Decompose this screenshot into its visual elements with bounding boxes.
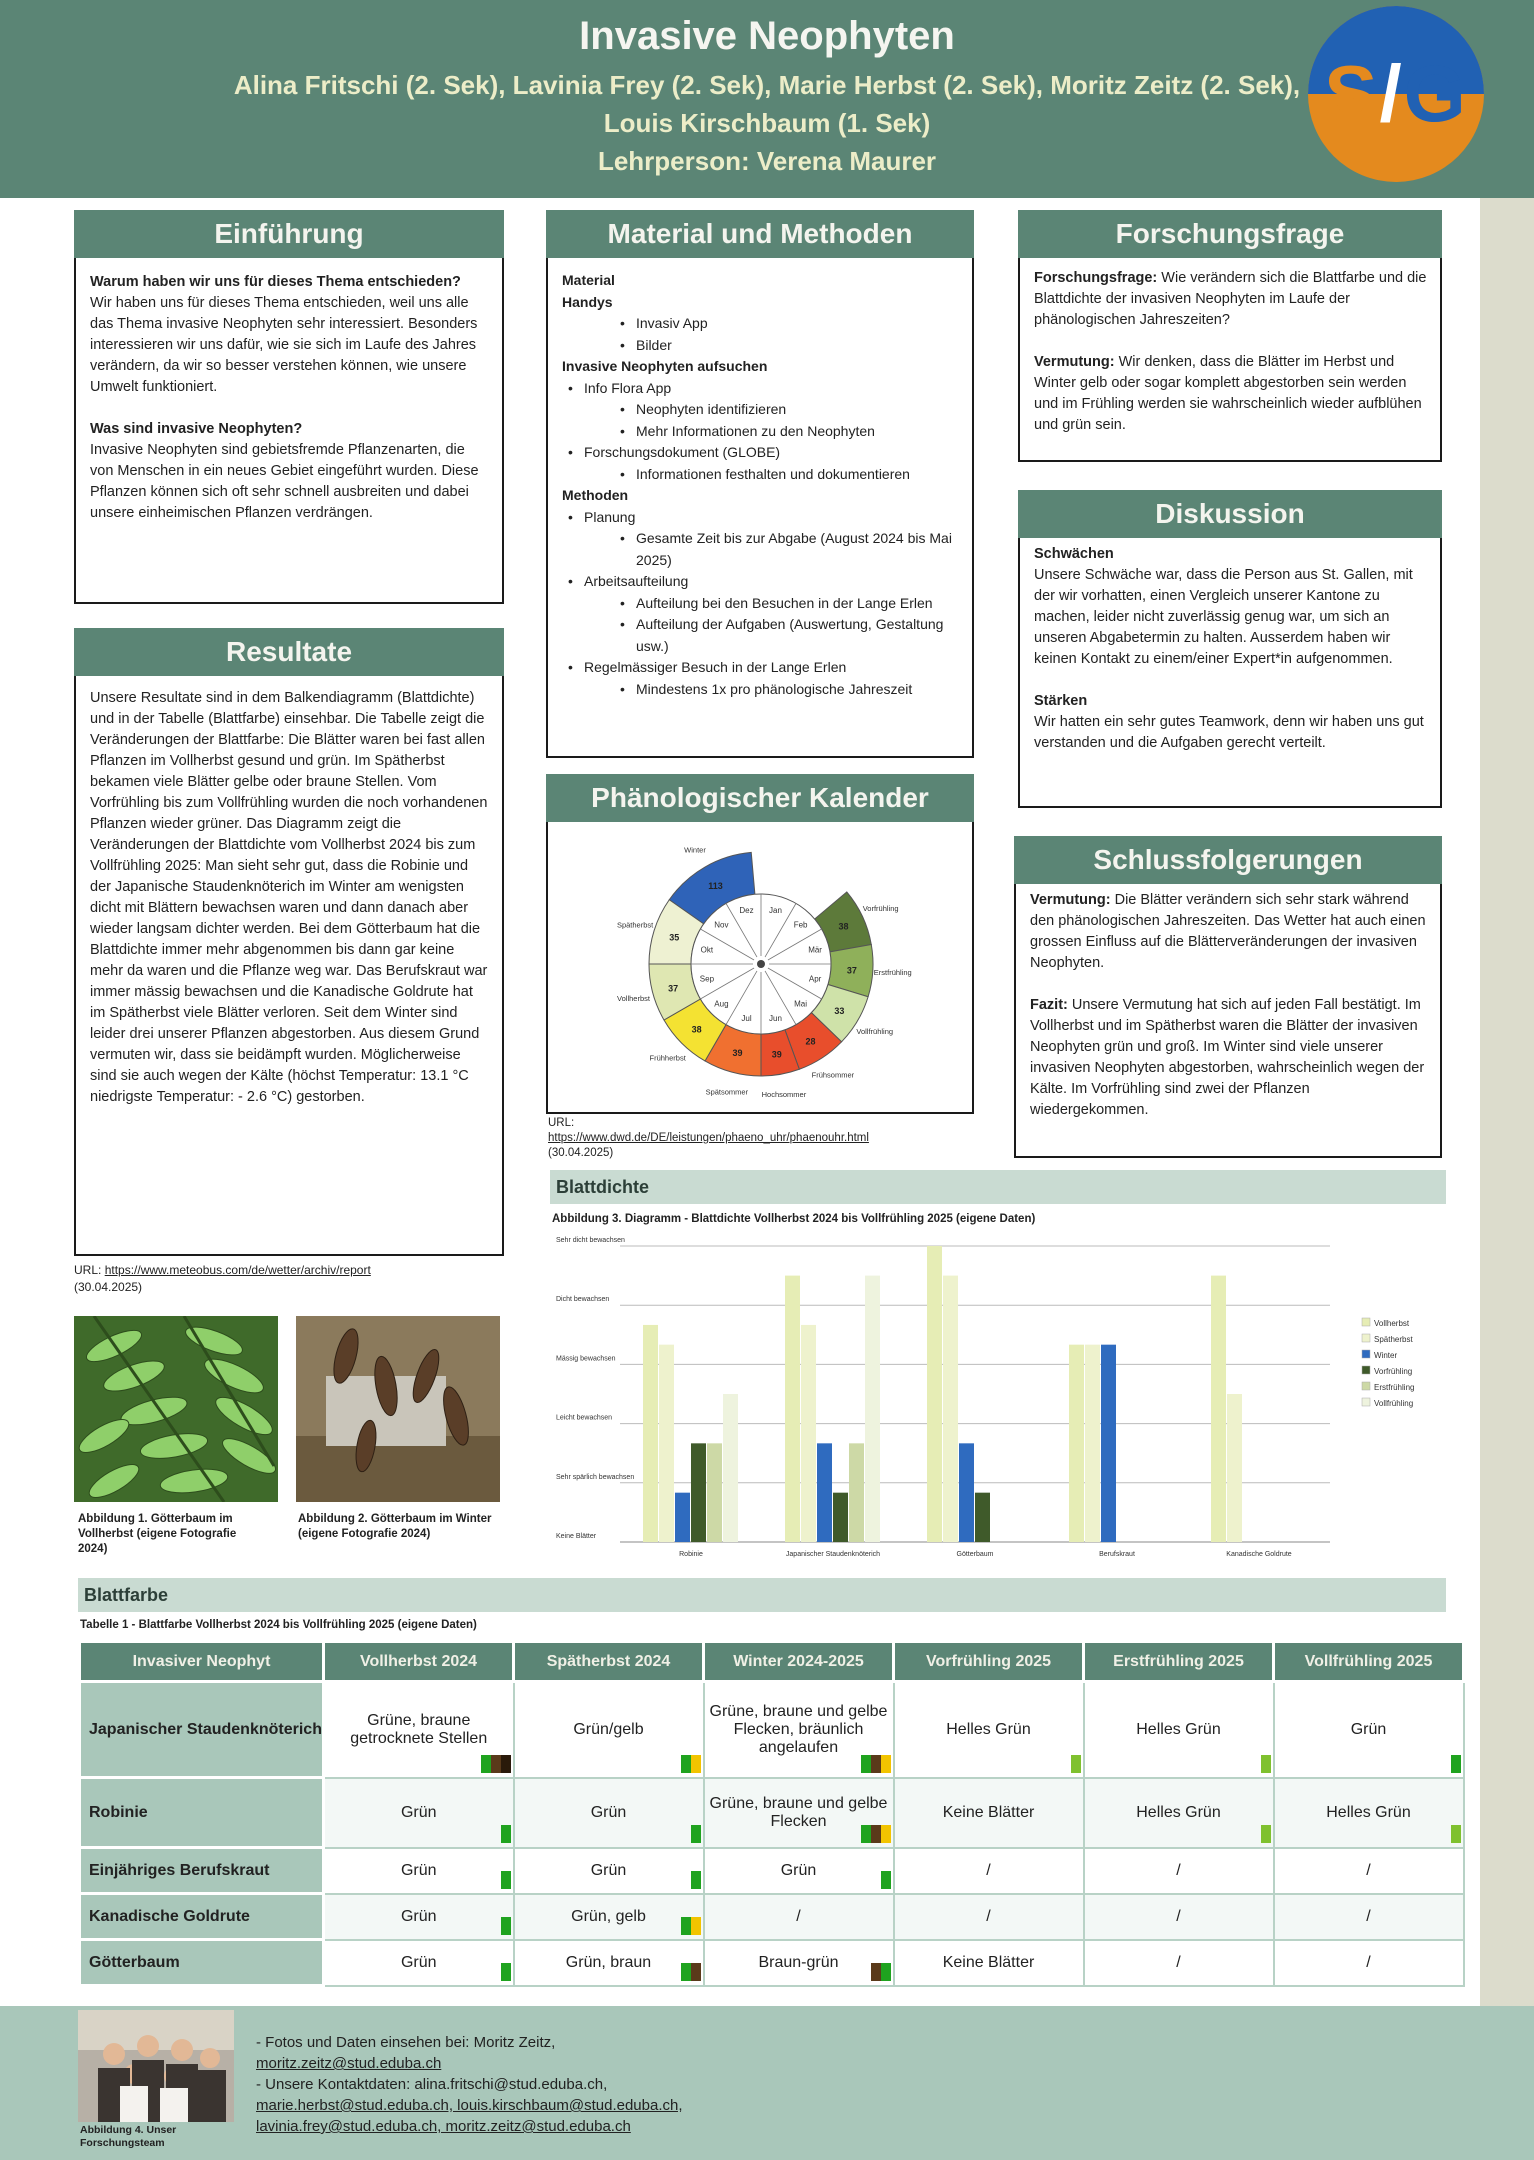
schwaechen-heading: Schwächen — [1034, 546, 1114, 562]
phenological-clock — [558, 828, 964, 1110]
table-header-cell: Erstfrühling 2025 — [1084, 1642, 1274, 1682]
chart-bar — [785, 1276, 800, 1542]
table-cell-text: / — [986, 1861, 991, 1879]
table-cell — [514, 1940, 704, 1986]
table-cell — [894, 1940, 1084, 1986]
table-cell — [894, 1848, 1084, 1894]
color-swatch-group — [681, 1917, 701, 1935]
color-swatch — [691, 1825, 701, 1843]
methoden-item: • Aufteilung der Aufgaben (Auswertung, Gestaltung usw.) — [562, 614, 960, 657]
einfuehrung-question-1: Warum haben wir uns für dieses Thema entschieden? — [90, 274, 461, 290]
table-cell — [324, 1940, 514, 1986]
material-handys: Handys — [562, 293, 613, 310]
poster-header — [0, 0, 1534, 198]
leaf-photo-illustration — [74, 1316, 278, 1502]
table-row — [80, 1848, 1464, 1894]
authors-line-1: Alina Fritschi (2. Sek), Lavinia Frey (2. Sek), Marie Herbst (2. Sek), Moritz Zeitz (2. Sek), — [233, 70, 1301, 100]
chart-legend-swatch — [1362, 1366, 1370, 1374]
month-label: Dez — [739, 905, 754, 915]
staerken-heading: Stärken — [1034, 693, 1088, 709]
resultate-url-date: (30.04.2025) — [74, 1280, 143, 1294]
blattdichte-chart — [550, 1232, 1450, 1572]
chart-bar — [865, 1276, 880, 1542]
blattdichte-band: Blattdichte — [550, 1170, 1446, 1204]
season-name-label: Spätherbst — [616, 920, 654, 930]
color-swatch-group — [1261, 1755, 1271, 1773]
table-cell-text: Grün — [590, 1803, 627, 1821]
diskussion-title: Diskussion — [1018, 490, 1442, 538]
month-label: Nov — [714, 920, 729, 930]
team-photo-caption: Abbildung 4. Unser Forschungsteam — [80, 2124, 177, 2149]
methoden-heading: Methoden — [562, 487, 629, 503]
season-days-label: 37 — [846, 965, 857, 976]
table-cell — [324, 1848, 514, 1894]
table-cell-text: Grüne, braune und gelbe Flecken — [709, 1794, 888, 1830]
table-cell-text: / — [1366, 1907, 1371, 1925]
schluss-body — [1030, 890, 1428, 1121]
table-cell-text: Grüne, braune getrocknete Stellen — [350, 1711, 488, 1747]
methoden-item: • Aufteilung bei den Besuchen in der Lange Erlen — [562, 593, 960, 615]
month-label: Jun — [769, 1014, 782, 1024]
color-swatch-group — [861, 1755, 891, 1773]
color-swatch — [501, 1755, 511, 1773]
color-swatch-group — [501, 1871, 511, 1889]
table-header-cell: Spätherbst 2024 — [514, 1642, 704, 1682]
season-days-label: 38 — [691, 1024, 702, 1035]
color-swatch-group — [681, 1755, 701, 1773]
table-cell — [1274, 1940, 1464, 1986]
chart-legend-swatch — [1362, 1382, 1370, 1390]
blattfarbe-header-row — [80, 1642, 1464, 1682]
fazit-label: Fazit: — [1030, 997, 1068, 1013]
blattfarbe-table — [78, 1640, 1465, 1987]
table-row — [80, 1940, 1464, 1986]
table-cell-text: Grün, braun — [565, 1953, 652, 1971]
season-days-label: 39 — [771, 1049, 782, 1060]
chart-bar — [817, 1443, 832, 1542]
color-swatch-group — [1451, 1755, 1461, 1773]
chart-legend-swatch — [1362, 1334, 1370, 1342]
einfuehrung-title: Einführung — [74, 210, 504, 258]
chart-y-level-label: Sehr dicht bewachsen — [556, 1237, 625, 1244]
section-einfuehrung — [74, 210, 504, 604]
logo-letter-s: S — [1324, 49, 1380, 138]
table-header-cell: Vollfrühling 2025 — [1274, 1642, 1464, 1682]
chart-legend-label: Vollfrühling — [1374, 1399, 1414, 1408]
table-cell-text: Grün — [1350, 1720, 1387, 1738]
footer-line-3: - Unsere Kontaktdaten: alina.fritschi@stud.eduba.ch, — [256, 2076, 608, 2093]
month-label: Jan — [769, 905, 782, 915]
kalender-url-date: (30.04.2025) — [548, 1147, 614, 1159]
season-name-label: Vorfrühling — [862, 904, 899, 914]
footer-line-5[interactable]: lavinia.frey@stud.eduba.ch, moritz.zeitz@stud.eduba.ch — [256, 2118, 631, 2135]
color-swatch-group — [881, 1871, 891, 1889]
color-swatch — [1451, 1825, 1461, 1843]
table-cell — [704, 1682, 894, 1778]
table-cell — [704, 1778, 894, 1848]
chart-bar — [1227, 1394, 1242, 1542]
table-cell-text: Helles Grün — [1136, 1720, 1221, 1738]
table-cell — [1084, 1682, 1274, 1778]
color-swatch-group — [1451, 1825, 1461, 1843]
table-cell — [1084, 1940, 1274, 1986]
table-plant-name: Robinie — [80, 1778, 324, 1848]
material-item: • Neophyten identifizieren — [562, 399, 960, 421]
chart-bar — [691, 1443, 706, 1542]
season-name-label: Spätsommer — [705, 1087, 749, 1097]
photo-goetterbaum-winter — [296, 1316, 500, 1502]
blattfarbe-band: Blattfarbe — [78, 1578, 1446, 1612]
material-item: • Mehr Informationen zu den Neophyten — [562, 421, 960, 443]
color-swatch-group — [481, 1755, 511, 1773]
kalender-title: Phänologischer Kalender — [546, 774, 974, 822]
color-swatch — [1451, 1755, 1461, 1773]
material-heading: Material — [562, 272, 615, 288]
table-plant-name: Einjähriges Berufskraut — [80, 1848, 324, 1894]
chart-bar — [975, 1493, 990, 1542]
staerken-text: Wir hatten ein sehr gutes Teamwork, denn wir haben uns gut verstanden und die Aufgaben gerecht verteilt. — [1034, 714, 1424, 751]
vermutung-label: Vermutung: — [1034, 354, 1115, 370]
season-name-label: Vollherbst — [617, 994, 650, 1004]
forschungsfrage-body — [1034, 268, 1428, 436]
color-swatch — [691, 1963, 701, 1981]
season-name-label: Frühsommer — [811, 1070, 855, 1080]
kalender-source — [548, 1116, 988, 1161]
table-row — [80, 1778, 1464, 1848]
footer-line-2[interactable]: moritz.zeitz@stud.eduba.ch — [256, 2055, 442, 2072]
chart-y-level-label: Keine Blätter — [556, 1533, 597, 1540]
chart-bar — [1101, 1345, 1116, 1542]
team-photo-illustration — [78, 2010, 234, 2122]
poster-title: Invasive Neophyten — [579, 14, 955, 58]
table-cell — [704, 1894, 894, 1940]
logo-letter-g: G — [1403, 49, 1468, 138]
table-cell-text: Helles Grün — [946, 1720, 1031, 1738]
color-swatch — [861, 1755, 871, 1773]
color-swatch — [881, 1755, 891, 1773]
table-cell — [1084, 1894, 1274, 1940]
month-label: Mai — [794, 999, 808, 1009]
kalender-url-label: URL: — [548, 1117, 575, 1129]
chart-bar — [943, 1276, 958, 1542]
table-cell — [514, 1682, 704, 1778]
forschungsfrage-label: Forschungsfrage: — [1034, 270, 1158, 286]
month-label: Aug — [714, 999, 729, 1009]
resultate-url-label: URL: — [74, 1263, 102, 1277]
table-cell-text: Braun-grün — [758, 1953, 839, 1971]
chart-legend-swatch — [1362, 1318, 1370, 1326]
season-days-label: 113 — [708, 881, 723, 892]
table-cell — [1274, 1894, 1464, 1940]
month-label: Mär — [808, 945, 822, 955]
chart-bar — [643, 1325, 658, 1542]
table-cell-text: / — [1366, 1953, 1371, 1971]
table-cell-text: Grün/gelb — [573, 1720, 644, 1738]
color-swatch — [881, 1825, 891, 1843]
table-cell-text: Keine Blätter — [942, 1953, 1035, 1971]
poster-footer — [0, 2006, 1534, 2160]
chart-legend-label: Spätherbst — [1374, 1335, 1413, 1344]
einfuehrung-answer-2: Invasive Neophyten sind gebietsfremde Pflanzenarten, die von Menschen in ein neues Gebiet eingeführt wurden. Diese Pflanzen können sich oft sehr schnell ausbreiten und dabei unsere einheimischen Pflanzen verdrängen. — [90, 442, 479, 521]
table-cell — [1274, 1848, 1464, 1894]
schluss-vermutung-text: Die Blätter verändern sich sehr stark während den phänologischen Jahreszeiten. Das Wetter hat auch einen grossen Einfluss auf die Blätterveränderungen der invasiven Neophyten. — [1030, 892, 1426, 971]
color-swatch — [481, 1755, 491, 1773]
material-aufsuchen: Invasive Neophyten aufsuchen — [562, 358, 768, 374]
table-cell — [1274, 1682, 1464, 1778]
resultate-url-link[interactable]: https://www.meteobus.com/de/wetter/archiv/report — [104, 1263, 371, 1277]
logo-letters — [1308, 48, 1484, 140]
table-cell-text: Keine Blätter — [942, 1803, 1035, 1821]
color-swatch-group — [681, 1963, 701, 1981]
table-cell — [704, 1848, 894, 1894]
color-swatch-group — [1071, 1755, 1081, 1773]
blattfarbe-body — [80, 1682, 1464, 1986]
chart-bar — [833, 1493, 848, 1542]
table-cell-text: / — [986, 1907, 991, 1925]
table-cell — [894, 1778, 1084, 1848]
chart-category-label: Kanadische Goldrute — [1226, 1551, 1292, 1558]
table-header-cell: Invasiver Neophyt — [80, 1642, 324, 1682]
material-item: • Invasiv App — [562, 313, 960, 335]
chart-category-label: Japanischer Staudenknöterich — [785, 1551, 881, 1558]
chart-legend-swatch — [1362, 1398, 1370, 1406]
chart-bar — [707, 1443, 722, 1542]
team-photo — [78, 2010, 234, 2122]
color-swatch-group — [501, 1917, 511, 1935]
table-header-cell: Vorfrühling 2025 — [894, 1642, 1084, 1682]
table-plant-name: Japanischer Staudenknöterich — [80, 1682, 324, 1778]
chart-y-level-label: Sehr spärlich bewachsen — [556, 1473, 635, 1481]
einfuehrung-question-2: Was sind invasive Neophyten? — [90, 421, 303, 437]
methoden-item: • Gesamte Zeit bis zur Abgabe (August 2024 bis Mai 2025) — [562, 528, 960, 571]
section-diskussion — [1018, 490, 1442, 808]
table-cell — [324, 1682, 514, 1778]
table-cell-text: / — [796, 1907, 801, 1925]
color-swatch-group — [501, 1825, 511, 1843]
table-cell-text: Helles Grün — [1326, 1803, 1411, 1821]
color-swatch-group — [501, 1963, 511, 1981]
table-cell — [514, 1778, 704, 1848]
forschungsfrage-text: Wie verändern sich die Blattfarbe und die Blattdichte der invasiven Neophyten im Laufe der phänologischen Jahreszeiten? — [1034, 270, 1427, 328]
logo-slash: / — [1379, 49, 1404, 138]
blattdichte-caption: Abbildung 3. Diagramm - Blattdichte Vollherbst 2024 bis Vollfrühling 2025 (eigene Daten) — [552, 1213, 1036, 1225]
section-material-methoden — [546, 210, 974, 758]
table-plant-name: Kanadische Goldrute — [80, 1894, 324, 1940]
resultate-body: Unsere Resultate sind in dem Balkendiagramm (Blattdichte) und in der Tabelle (Blattfarbe) einsehbar. Die Tabelle zeigt die Veränderungen der Blattfarbe: Die Blätter waren bei fast allen Pflanzen im Vollherbst gesund und grün. Im Spätherbst bekamen viele Blätter gelbe oder braune Stellen. Vom Vorfrühling bis zum Vollfrühling wurden die noch vorhandenen Pflanzen wieder grüner. Das Diagramm zeigt die Veränderungen der Blattdichte vom Vollherbst 2024 bis zum Vollfrühling 2025: Man sieht sehr gut, dass die Robinie und der Japanische Staudenknöterich im Winter am wenigsten dicht mit Blättern bewachsen waren und dann danach aber wieder langsam dichter werden. Bei dem Götterbaum hat die Blattdichte immer mehr abgenommen bis dann gar keine mehr da waren und die Pflanze weg war. Das Berufskraut war immer mässig bewachsen und die Kanadische Goldrute hat im Spätherbst viele Blätter verloren. Seit dem Winter sind leider drei unserer Pflanzen abgestorben. Aus diesem Grund vermuten wir, dass sie beidämpft wurden. Möglicherweise sind sie auch wegen der Kälte (höchst Temperatur: 13.1 °C niedrigste Temperatur: - 2.6 °C) gestorben. — [90, 690, 488, 1105]
color-swatch — [491, 1755, 501, 1773]
table-cell-text: Grün — [780, 1861, 817, 1879]
color-swatch — [881, 1963, 891, 1981]
chart-legend-swatch — [1362, 1350, 1370, 1358]
table-header-cell: Winter 2024-2025 — [704, 1642, 894, 1682]
color-swatch — [681, 1963, 691, 1981]
chart-legend-label: Erstfrühling — [1374, 1383, 1415, 1392]
season-days-label: 37 — [668, 983, 679, 994]
color-swatch — [691, 1917, 701, 1935]
season-name-label: Hochsommer — [761, 1089, 807, 1099]
resultate-title: Resultate — [74, 628, 504, 676]
color-swatch — [691, 1755, 701, 1773]
season-days-label: 33 — [834, 1006, 845, 1017]
schluss-title: Schlussfolgerungen — [1014, 836, 1442, 884]
color-swatch — [691, 1871, 701, 1889]
chart-bar — [927, 1246, 942, 1542]
chart-bar — [959, 1443, 974, 1542]
chart-category-label: Robinie — [679, 1551, 703, 1558]
table-cell — [1274, 1778, 1464, 1848]
chart-bar — [675, 1493, 690, 1542]
color-swatch — [881, 1871, 891, 1889]
footer-line-4[interactable]: marie.herbst@stud.eduba.ch, louis.kirschbaum@stud.eduba.ch, — [256, 2097, 683, 2114]
month-label: Feb — [793, 920, 808, 930]
section-resultate — [74, 628, 504, 1256]
table-cell-text: Helles Grün — [1136, 1803, 1221, 1821]
season-name-label: Winter — [684, 845, 706, 855]
month-label: Sep — [699, 974, 715, 984]
table-plant-name: Götterbaum — [80, 1940, 324, 1986]
color-swatch — [861, 1825, 871, 1843]
table-cell-text: Grün — [400, 1953, 437, 1971]
blattfarbe-caption: Tabelle 1 - Blattfarbe Vollherbst 2024 bis Vollfrühling 2025 (eigene Daten) — [80, 1619, 477, 1631]
color-swatch — [1261, 1755, 1271, 1773]
color-swatch — [871, 1963, 881, 1981]
schluss-vermutung-label: Vermutung: — [1030, 892, 1111, 908]
table-cell — [704, 1940, 894, 1986]
chart-legend-label: Vorfrühling — [1374, 1367, 1413, 1376]
fazit-text: Unsere Vermutung hat sich auf jeden Fall bestätigt. Im Vollherbst und im Spätherbst waren die Blätter der invasiven Neophyten grün und groß. Im Winter sind viele unserer invasiven Neophyten abgestorben, wahrscheinlich wegen der Kälte. Im Vorfrühling sind zwei der Pflanzen wiedergekommen. — [1030, 997, 1425, 1118]
table-cell-text: Grün — [400, 1907, 437, 1925]
material-body — [562, 270, 960, 700]
color-swatch — [501, 1871, 511, 1889]
chart-y-level-label: Dicht bewachsen — [556, 1296, 610, 1304]
footer-contact — [256, 2032, 683, 2137]
color-swatch-group — [691, 1871, 701, 1889]
season-days-label: 38 — [838, 921, 849, 932]
table-cell — [324, 1894, 514, 1940]
table-cell-text: / — [1366, 1861, 1371, 1879]
table-cell-text: / — [1176, 1907, 1181, 1925]
material-item: • Info Flora App — [562, 378, 960, 400]
chart-bar — [1069, 1345, 1084, 1542]
resultate-source — [74, 1262, 514, 1296]
color-swatch — [501, 1963, 511, 1981]
table-header-cell: Vollherbst 2024 — [324, 1642, 514, 1682]
methoden-item: • Arbeitsaufteilung — [562, 571, 960, 593]
section-schlussfolgerungen — [1014, 836, 1442, 1158]
table-cell — [894, 1894, 1084, 1940]
methoden-item: • Planung — [562, 507, 960, 529]
dry-leaf-photo-illustration — [296, 1316, 500, 1502]
color-swatch — [1071, 1755, 1081, 1773]
chart-bar — [1211, 1276, 1226, 1542]
month-label: Jul — [741, 1014, 752, 1024]
season-days-label: 28 — [805, 1036, 816, 1047]
chart-y-level-label: Leicht bewachsen — [556, 1414, 613, 1422]
season-name-label: Vollfrühling — [856, 1026, 894, 1036]
school-logo — [1308, 6, 1484, 182]
table-cell — [1084, 1848, 1274, 1894]
color-swatch-group — [691, 1825, 701, 1843]
material-item: • Bilder — [562, 335, 960, 357]
color-swatch — [681, 1917, 691, 1935]
footer-line-1: - Fotos und Daten einsehen bei: Moritz Zeitz, — [256, 2034, 556, 2051]
methoden-item: • Regelmässiger Besuch in der Lange Erlen — [562, 657, 960, 679]
table-cell-text: / — [1176, 1953, 1181, 1971]
chart-bar — [659, 1345, 674, 1542]
color-swatch — [501, 1825, 511, 1843]
chart-bar — [849, 1443, 864, 1542]
table-cell-text: Grüne, braune und gelbe Flecken, bräunlich angelaufen — [709, 1702, 888, 1756]
chart-bar — [1085, 1345, 1100, 1542]
chart-bar — [801, 1325, 816, 1542]
color-swatch — [681, 1755, 691, 1773]
table-cell — [514, 1848, 704, 1894]
chart-bar — [723, 1394, 738, 1542]
season-days-label: 39 — [732, 1047, 743, 1058]
table-cell-text: Grün — [400, 1861, 437, 1879]
table-row — [80, 1682, 1464, 1778]
diskussion-body — [1034, 544, 1428, 754]
photo-caption-2: Abbildung 2. Götterbaum im Winter (eigene Fotografie 2024) — [298, 1513, 492, 1540]
chart-legend-label: Winter — [1374, 1351, 1398, 1360]
table-row — [80, 1894, 1464, 1940]
color-swatch-group — [871, 1963, 891, 1981]
season-days-label: 35 — [669, 932, 680, 943]
table-cell-text: Grün, gelb — [571, 1907, 646, 1925]
color-swatch-group — [1261, 1825, 1271, 1843]
vermutung-text: Wir denken, dass die Blätter im Herbst und Winter gelb oder sogar komplett abgestorben sein werden und im Frühling werden sie wahrscheinlich wieder aufblühen und grün sein. — [1034, 354, 1422, 433]
table-cell — [894, 1682, 1084, 1778]
section-kalender — [546, 774, 974, 1114]
chart-y-level-label: Mässig bewachsen — [556, 1355, 616, 1363]
material-title: Material und Methoden — [546, 210, 974, 258]
table-cell-text: Grün — [590, 1861, 627, 1879]
schwaechen-text: Unsere Schwäche war, dass die Person aus St. Gallen, mit der wir vorhatten, einen Vergleich unserer Kantone zu machen, leider nicht zuverlässig genug war, um sich an unseren Abgabetermin zu halten. Ausserdem haben wir keinen Kontakt zu einem/einer Expert*in aufgenommen. — [1034, 567, 1413, 667]
clock-center — [757, 960, 765, 968]
season-name-label: Erstfrühling — [873, 968, 912, 978]
material-item: • Forschungsdokument (GLOBE) — [562, 442, 960, 464]
season-name-label: Frühherbst — [649, 1053, 686, 1063]
color-swatch-group — [861, 1825, 891, 1843]
teacher-line: Lehrperson: Verena Maurer — [597, 146, 937, 176]
photo-caption-1: Abbildung 1. Götterbaum im Vollherbst (eigene Fotografie 2024) — [78, 1513, 237, 1555]
chart-category-label: Berufskraut — [1099, 1551, 1135, 1558]
photo-goetterbaum-vollherbst — [74, 1316, 278, 1502]
chart-category-label: Götterbaum — [956, 1551, 994, 1558]
color-swatch — [871, 1825, 881, 1843]
color-swatch — [1261, 1825, 1271, 1843]
table-cell — [324, 1778, 514, 1848]
month-label: Apr — [808, 974, 822, 984]
table-cell-text: Grün — [400, 1803, 437, 1821]
table-cell — [1084, 1778, 1274, 1848]
forschungsfrage-title: Forschungsfrage — [1018, 210, 1442, 258]
material-item: • Informationen festhalten und dokumentieren — [562, 464, 960, 486]
einfuehrung-body — [90, 272, 490, 524]
color-swatch — [501, 1917, 511, 1935]
kalender-url-link[interactable]: https://www.dwd.de/DE/leistungen/phaeno_uhr/phaenouhr.html — [548, 1132, 869, 1144]
color-swatch — [871, 1755, 881, 1773]
einfuehrung-answer-1: Wir haben uns für dieses Thema entschieden, weil uns alle das Thema invasive Neophyten sehr interessiert. Besonders interessieren wir uns dafür, wie sie sich im Laufe des Jahres verändern, da wir so besser verstehen können, wie unsere Umwelt funktioniert. — [90, 295, 478, 395]
authors-line-2: Louis Kirschbaum (1. Sek) — [603, 108, 931, 138]
month-label: Okt — [700, 945, 714, 955]
table-cell — [514, 1894, 704, 1940]
methoden-item: • Mindestens 1x pro phänologische Jahreszeit — [562, 679, 960, 701]
table-cell-text: / — [1176, 1861, 1181, 1879]
chart-legend-label: Vollherbst — [1374, 1319, 1410, 1328]
section-forschungsfrage — [1018, 210, 1442, 462]
